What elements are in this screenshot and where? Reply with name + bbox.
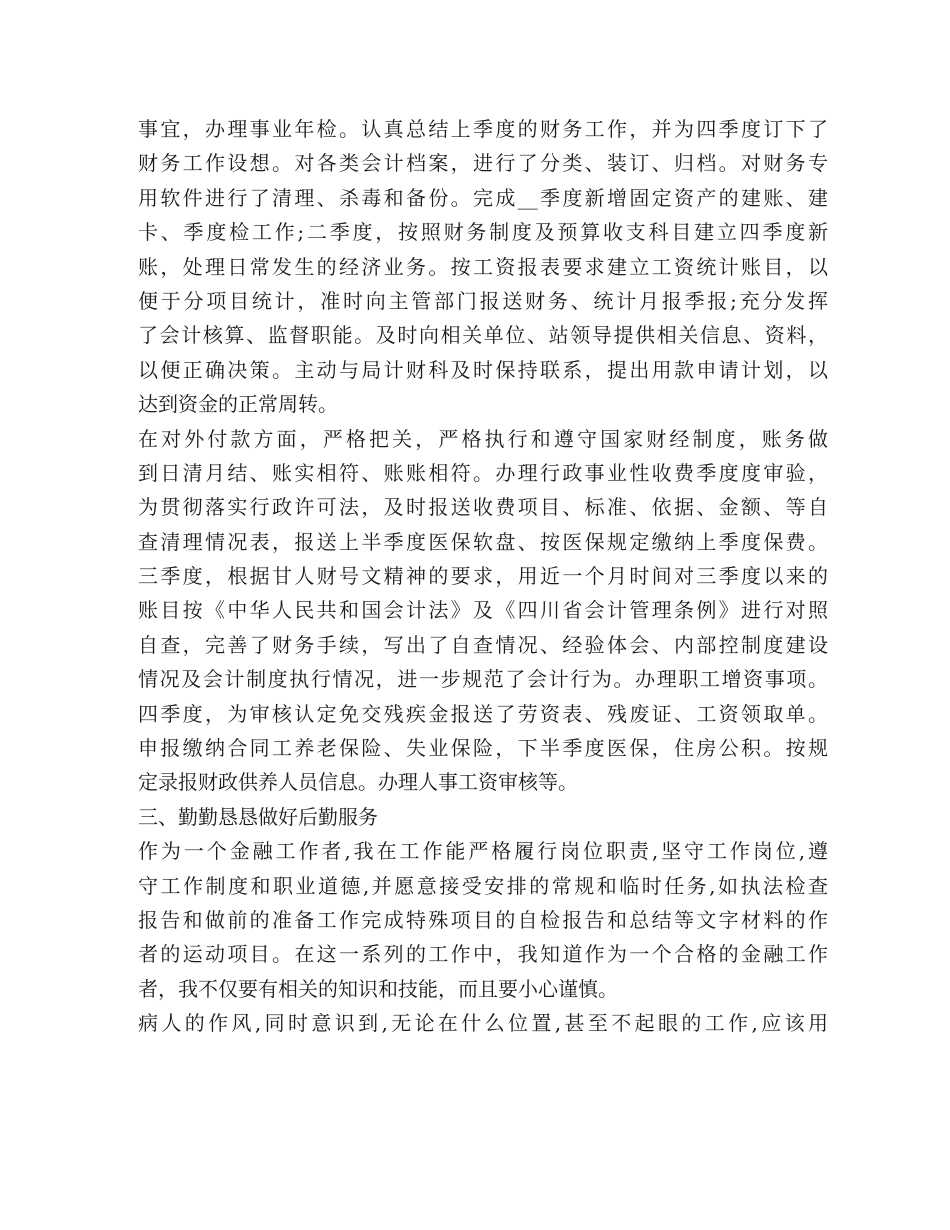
paragraph-line: 情况及会计制度执行情况，进一步规范了会计行为。办理职工增资事项。 [138,667,828,692]
document-body [138,112,828,1041]
paragraph-line: 报告和做前的准备工作完成特殊项目的自检报告和总结等文字材料的作 [138,907,828,932]
paragraph-line: 账目按《中华人民共和国会计法》及《四川省会计管理条例》进行对照 [138,598,828,623]
paragraph-line: 者，我不仅要有相关的知识和技能，而且要小心谨慎。 [138,976,618,1001]
paragraph-line: 四季度，为审核认定免交残疾金报送了劳资表、残废证、工资领取单。 [138,701,828,726]
paragraph-line: 便于分项目统计，准时向主管部门报送财务、统计月报季报;充分发挥 [138,288,828,313]
paragraph-line: 为贯彻落实行政许可法，及时报送收费项目、标准、依据、金额、等自 [138,495,828,520]
section-heading: 三、勤勤恳恳做好后勤服务 [138,804,378,829]
paragraph-line: 到日清月结、账实相符、账账相符。办理行政事业性收费季度度审验， [138,460,828,485]
paragraph-line: 者的运动项目。在这一系列的工作中，我知道作为一个合格的金融工作 [138,942,828,967]
paragraph-line: 定录报财政供养人员信息。办理人事工资审核等。 [138,770,578,795]
paragraph-line: 用软件进行了清理、杀毒和备份。完成__季度新增固定资产的建账、建 [138,185,828,210]
paragraph-line: 财务工作设想。对各类会计档案，进行了分类、装订、归档。对财务专 [138,151,828,176]
paragraph-line: 在对外付款方面，严格把关，严格执行和遵守国家财经制度，账务做 [138,426,828,451]
paragraph-line: 作为一个金融工作者,我在工作能严格履行岗位职责,坚守工作岗位,遵 [138,839,828,864]
paragraph-line: 守工作制度和职业道德,并愿意接受安排的常规和临时任务,如执法检查 [138,873,828,898]
paragraph-line: 卡、季度检工作;二季度，按照财务制度及预算收支科目建立四季度新 [138,220,828,245]
paragraph-line: 三季度，根据甘人财号文精神的要求，用近一个月时间对三季度以来的 [138,564,828,589]
paragraph-line: 病人的作风,同时意识到,无论在什么位置,甚至不起眼的工作,应该用 [138,1011,828,1036]
paragraph-line: 达到资金的正常周转。 [138,392,338,417]
paragraph-line: 自查，完善了财务手续，写出了自查情况、经验体会、内部控制度建设 [138,632,828,657]
paragraph-line: 以便正确决策。主动与局计财科及时保持联系，提出用款申请计划，以 [138,357,828,382]
paragraph-line: 事宜，办理事业年检。认真总结上季度的财务工作，并为四季度订下了 [138,117,828,141]
paragraph-line: 申报缴纳合同工养老保险、失业保险，下半季度医保，住房公积。按规 [138,736,828,761]
paragraph-line: 账，处理日常发生的经济业务。按工资报表要求建立工资统计账目，以 [138,254,828,279]
paragraph-line: 了会计核算、监督职能。及时向相关单位、站领导提供相关信息、资料， [138,323,828,348]
paragraph-line: 查清理情况表，报送上半季度医保软盘、按医保规定缴纳上季度保费。 [138,529,828,554]
